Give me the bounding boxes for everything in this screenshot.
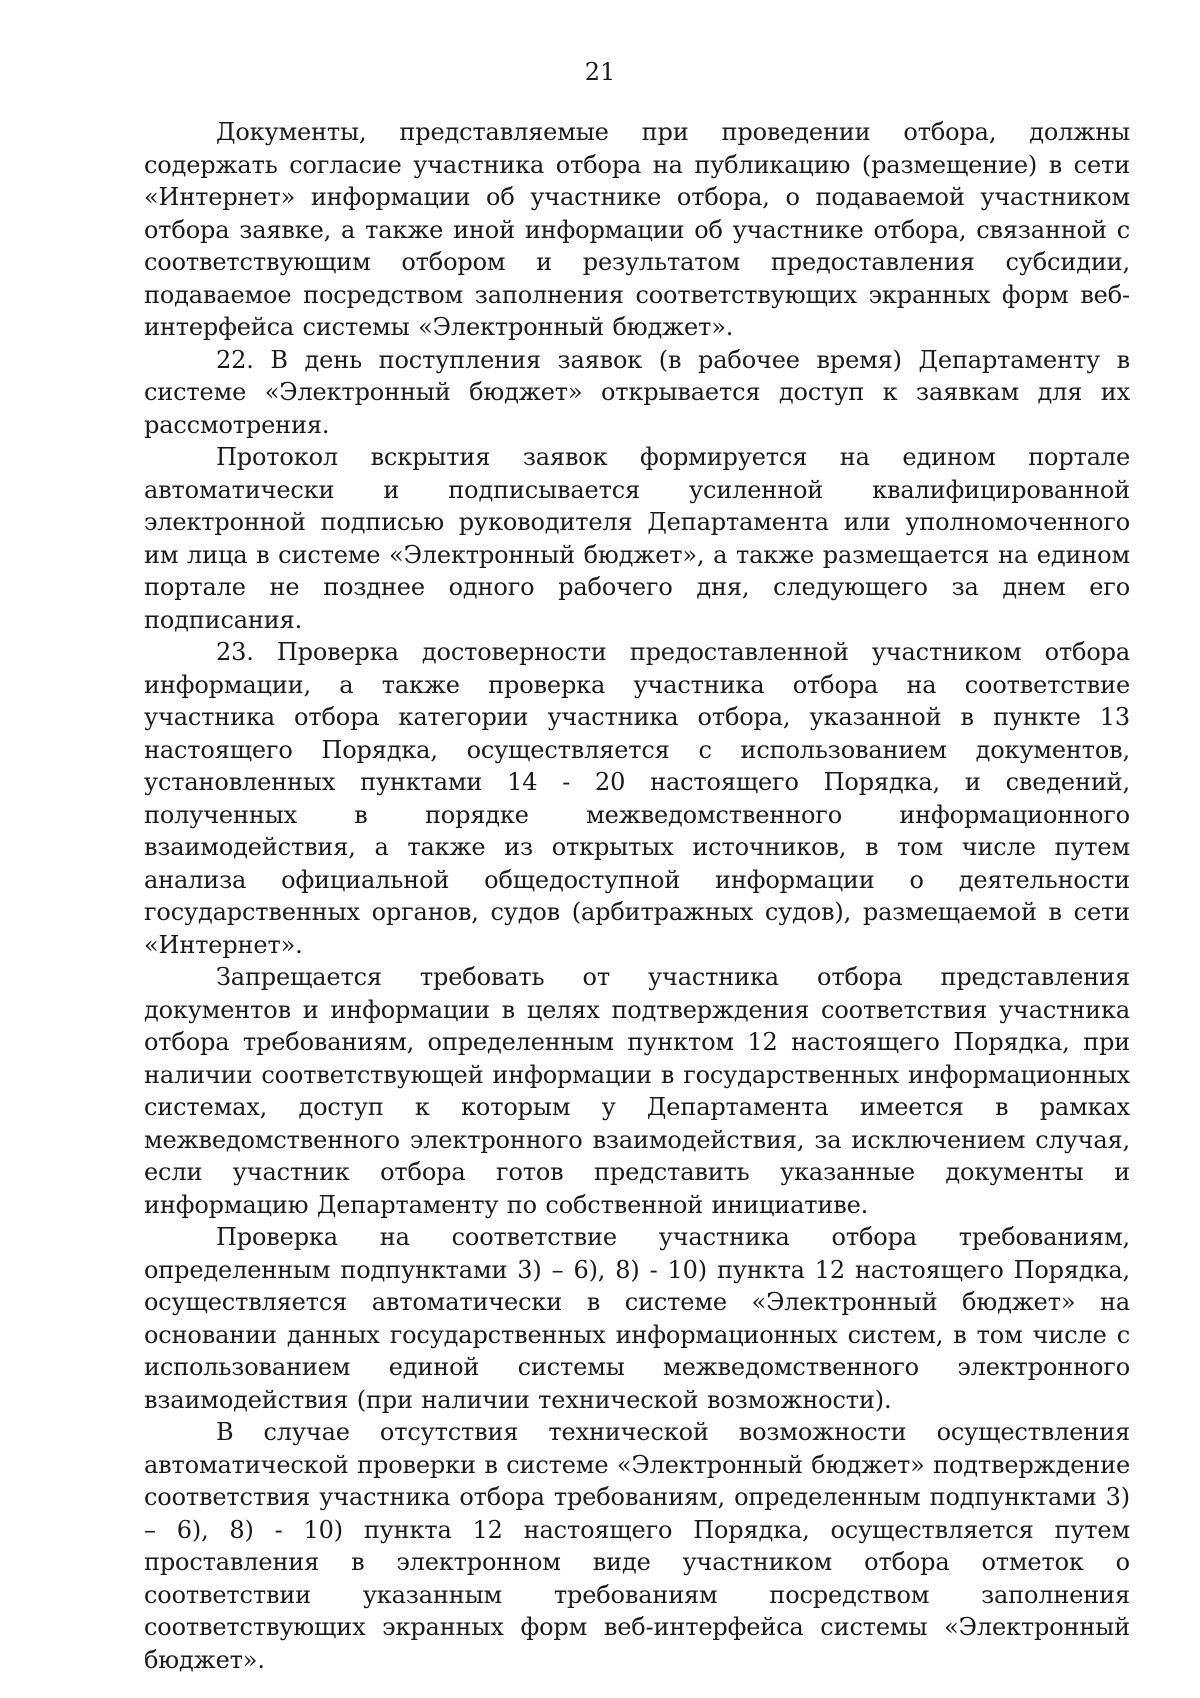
paragraph-manual-confirmation: В случае отсутствия технической возможности осуществления автоматической проверки в системе «Электронный бюджет» подтверждение соответствия участника отбора требованиям, определенным подпунктами 3) – 6), 8) - 10) пункта 12 настоящего Порядка, осуществляется путем проставления в электронном виде участником отбора отметок о соответствии указанным требованиям посредством заполнения соответствующих экранных форм веб-интерфейса системы «Электронный бюджет». [144,1418,1130,1674]
page-number: 21 [584,58,616,86]
paragraph-consent: Документы, представляемые при проведении отбора, должны содержать согласие участника отбора на публикацию (размещение) в сети «Интернет» информации об участнике отбора, о подаваемой участником отбора заявке, а также иной информации об участнике отбора, связанной с соответствующим отбором и результатом предоставления субсидии, подаваемое посредством заполнения соответствующих экранных форм веб-интерфейса системы «Электронный бюджет». [144,118,1130,341]
paragraph-item-22: 22. В день поступления заявок (в рабочее время) Департаменту в системе «Электронный бюджет» открывается доступ к заявкам для их рассмотрения. [144,345,1130,439]
paragraph-prohibition: Запрещается требовать от участника отбора представления документов и информации в целях подтверждения соответствия участника отбора требованиям, определенным пунктом 12 настоящего Порядка, при наличии соответствующей информации в государственных информационных системах, доступ к которым у Департамента имеется в рамках межведомственного электронного взаимодействия, за исключением случая, если участник отбора готов представить указанные документы и информацию Департаменту по собственной инициативе. [144,963,1130,1219]
paragraph-automatic-check: Проверка на соответствие участника отбора требованиям, определенным подпунктами 3) – 6), 8) - 10) пункта 12 настоящего Порядка, осуществляется автоматически в системе «Электронный бюджет» на основании данных государственных информационных систем, в том числе с использованием единой системы межведомственного электронного взаимодействия (при наличии технической возможности). [144,1223,1130,1414]
paragraph-opening-protocol: Протокол вскрытия заявок формируется на едином портале автоматически и подписывается усиленной квалифицированной электронной подписью руководителя Департамента или уполномоченного им лица в системе «Электронный бюджет», а также размещается на едином портале не позднее одного рабочего дня, следующего за днем его подписания. [144,443,1130,634]
document-body [144,116,1130,1676]
paragraph-item-23: 23. Проверка достоверности предоставленной участником отбора информации, а также проверка участника отбора на соответствие участника отбора категории участника отбора, указанной в пункте 13 настоящего Порядка, осуществляется с использованием документов, установленных пунктами 14 - 20 настоящего Порядка, и сведений, полученных в порядке межведомственного информационного взаимодействия, а также из открытых источников, в том числе путем анализа официальной общедоступной информации о деятельности государственных органов, судов (арбитражных судов), размещаемой в сети «Интернет». [144,638,1130,959]
